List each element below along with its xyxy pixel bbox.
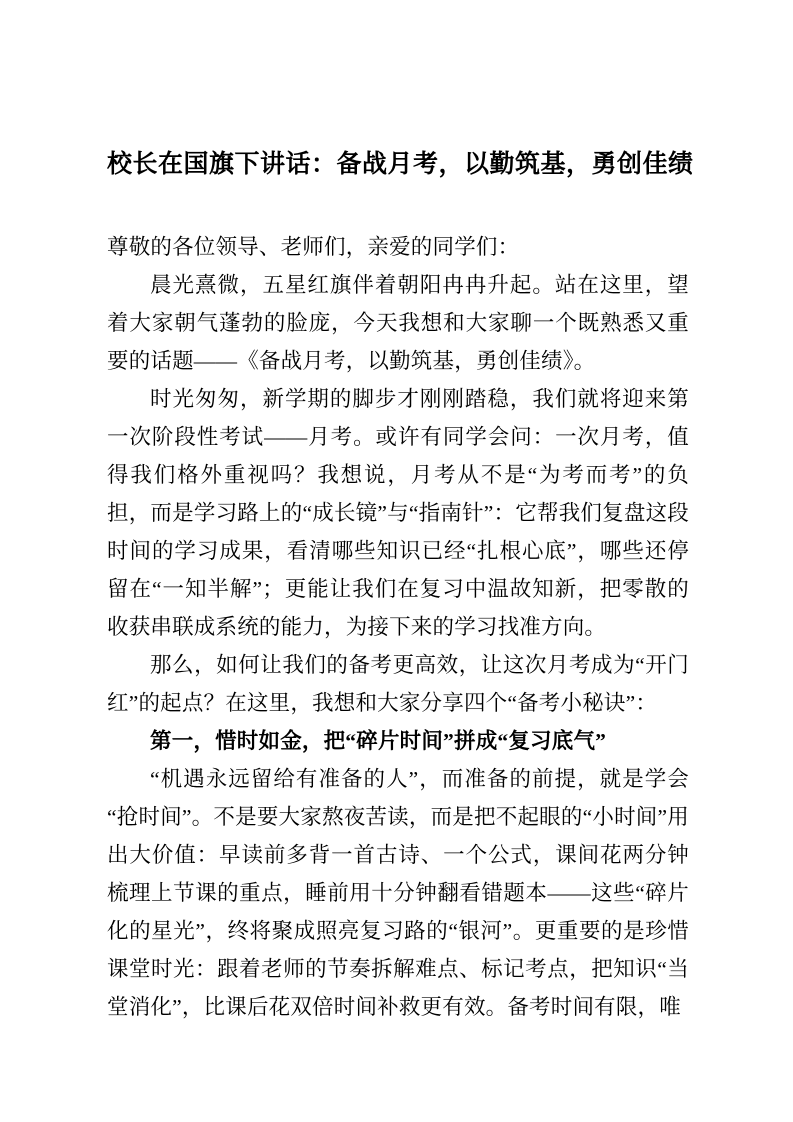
paragraph-time-management: “机遇永远留给有准备的人”，而准备的前提，就是学会“抢时间”。不是要大家熬夜苦读，而是把不起眼的“小时间”用出大价值：早读前多背一首古诗、一个公式，课间花两分钟梳理上节课的重点，睡前用十分钟翻看错题本——这些“碎片化的星光”，终将聚成照亮复习路的“银河”。更重要的是珍惜课堂时光：跟着老师的节奏拆解难点、标记考点，把知识“当堂消化”，比课后花双倍时间补救更有效。备考时间有限，唯 [107, 767, 689, 1019]
paragraph-transition: 那么，如何让我们的备考更高效，让这次月考成为“开门红”的起点？在这里，我想和大家分享四个“备考小秘诀”： [107, 653, 689, 715]
document-title: 校长在国旗下讲话：备战月考，以勤筑基，勇创佳绩 [107, 151, 694, 178]
section-heading-first-tip: 第一，惜时如金，把“碎片时间”拼成“复习底气” [150, 729, 607, 753]
document-body [107, 228, 689, 1026]
salutation: 尊敬的各位领导、老师们，亲爱的同学们： [107, 235, 520, 259]
paragraph-opening: 晨光熹微，五星红旗伴着朝阳冉冉升起。站在这里，望着大家朝气蓬勃的脸庞，今天我想和大家聊一个既熟悉又重要的话题——《备战月考，以勤筑基，勇创佳绩》。 [107, 273, 689, 373]
paragraph-exam-meaning: 时光匆匆，新学期的脚步才刚刚踏稳，我们就将迎来第一次阶段性考试——月考。或许有同学会问：一次月考，值得我们格外重视吗？我想说，月考从不是“为考而考”的负担，而是学习路上的“成长镜”与“指南针”：它帮我们复盘这段时间的学习成果，看清哪些知识已经“扎根心底”，哪些还停留在“一知半解”；更能让我们在复习中温故知新，把零散的收获串联成系统的能力，为接下来的学习找准方向。 [107, 387, 689, 639]
